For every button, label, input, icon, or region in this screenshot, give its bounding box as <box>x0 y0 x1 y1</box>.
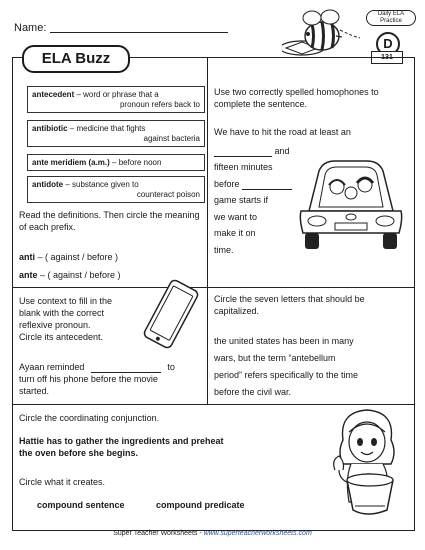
name-input-line[interactable] <box>50 32 228 33</box>
definition-term: antibiotic <box>32 124 68 133</box>
conjunction-question: Circle what it creates. <box>19 477 106 487</box>
footer-publisher: Super Teacher Worksheets - <box>113 530 204 537</box>
definition-term: ante meridiem (a.m.) <box>32 158 110 167</box>
girl-baking-illustration <box>325 406 411 528</box>
prefix-anti-options: – ( against / before ) <box>35 252 119 262</box>
capitalize-instruction: Circle the seven letters that should be capitalized. <box>214 294 365 316</box>
definition-term: antidote <box>32 180 64 189</box>
badge-number: 131 <box>371 51 403 64</box>
homophone-blank-2[interactable] <box>242 179 292 190</box>
reflexive-instruction-3: reflexive pronoun. <box>19 320 91 330</box>
footer <box>0 530 425 537</box>
divider-horizontal-2 <box>13 404 414 405</box>
definition-text: – medicine that fights <box>67 124 146 133</box>
option-compound-predicate[interactable]: compound predicate <box>156 500 245 510</box>
divider-vertical-top <box>207 58 208 287</box>
definition-text: – substance given to <box>63 180 139 189</box>
prefix-ante-row[interactable] <box>19 269 121 281</box>
prefix-ante: ante <box>19 270 38 280</box>
name-label: Name: <box>14 22 47 34</box>
prefix-anti-row[interactable] <box>19 251 118 263</box>
conjunction-instruction: Circle the coordinating conjunction. <box>19 413 160 423</box>
homophones-line-8: time. <box>214 245 234 255</box>
homophones-instruction: Use two correctly spelled homophones to complete the sentence. <box>214 87 379 109</box>
homophones-line-2 <box>214 145 290 157</box>
homophones-and: and <box>274 146 290 156</box>
prefix-ante-options: – ( against / before ) <box>37 270 121 280</box>
definition-text: – word or phrase that a <box>74 90 159 99</box>
definition-text-cont: counteract poison <box>136 190 200 199</box>
capitalize-sentence-1: the united states has been in many <box>214 336 354 346</box>
reflexive-sentence-line-2: turn off his phone before the movie <box>19 374 158 384</box>
definition-antidote <box>27 176 205 203</box>
badge-letter: D <box>376 32 400 56</box>
divider-vertical-mid <box>207 287 208 404</box>
reflexive-blank[interactable] <box>91 362 161 373</box>
daily-ela-badge: Daily ELA Practice <box>366 10 416 26</box>
reflexive-instruction-1: Use context to fill in the <box>19 296 113 306</box>
bee-reading-illustration <box>282 6 362 58</box>
homophones-line-1: We have to hit the road at least an <box>214 127 351 137</box>
homophone-blank-1[interactable] <box>214 146 272 157</box>
definition-term: antecedent <box>32 90 75 99</box>
phone-illustration <box>140 278 202 350</box>
definition-text-cont: pronoun refers back to <box>119 100 200 109</box>
capitalize-sentence-4: before the civil war. <box>214 387 292 397</box>
reflexive-instruction-4: Circle its antecedent. <box>19 332 104 342</box>
prefix-anti: anti <box>19 252 36 262</box>
homophones-before: before <box>214 179 240 189</box>
definition-text: – before noon <box>109 158 162 167</box>
homophones-line-6: we want to <box>214 212 258 222</box>
homophones-line-3: fifteen minutes <box>214 162 273 172</box>
option-compound-sentence[interactable]: compound sentence <box>37 500 125 510</box>
capitalize-sentence-3: period” refers specifically to the time <box>214 370 359 380</box>
homophones-line-7: make it on <box>214 228 256 238</box>
capitalize-sentence-2: wars, but the term “antebellum <box>214 353 336 363</box>
reflexive-sentence-start: Ayaan reminded <box>19 362 85 372</box>
homophones-line-5: game starts if <box>214 195 269 205</box>
prefix-instruction: Read the definitions. Then circle the meaning of each prefix. <box>19 210 200 232</box>
reflexive-sentence-to: to <box>167 362 175 372</box>
divider-horizontal-1 <box>13 287 414 288</box>
definition-text-cont: against bacteria <box>143 134 200 143</box>
worksheet-grid <box>12 57 415 531</box>
conjunction-sentence-1: Hattie has to gather the ingredients and preheat <box>19 436 224 446</box>
reflexive-instruction-2: blank with the correct <box>19 308 105 318</box>
definition-ante-meridiem <box>27 154 205 171</box>
reflexive-sentence-line-3: started. <box>19 386 50 396</box>
homophones-line-4 <box>214 178 292 190</box>
footer-url[interactable]: www.superteacherworksheets.com <box>203 530 312 537</box>
definition-antecedent <box>27 86 205 113</box>
definition-antibiotic <box>27 120 205 147</box>
reflexive-sentence-line-1 <box>19 361 175 373</box>
worksheet-title: ELA Buzz <box>22 45 130 73</box>
conjunction-sentence-2: the oven before she begins. <box>19 448 139 458</box>
car-family-illustration <box>295 153 407 263</box>
